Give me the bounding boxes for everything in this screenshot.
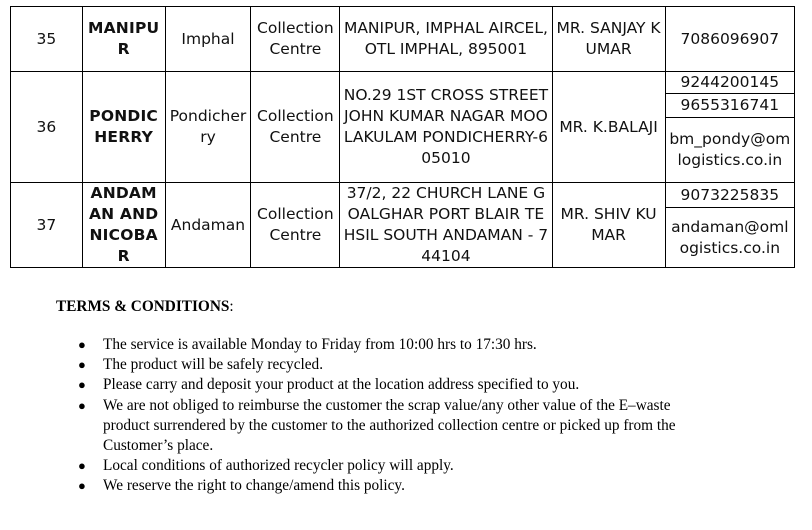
- table-row: [11, 7, 795, 72]
- phone-number: 7086096907: [665, 7, 794, 72]
- email-address: andaman@omlogistics.co.in: [665, 208, 794, 268]
- phone-number: 9244200145: [665, 72, 794, 94]
- serial-number: 35: [11, 7, 83, 72]
- city-name: Andaman: [165, 183, 251, 268]
- state-name: PONDICHERRY: [82, 72, 165, 183]
- city-name: Imphal: [165, 7, 251, 72]
- list-item: [56, 335, 676, 355]
- list-item: [56, 375, 676, 395]
- state-name: MANIPUR: [82, 7, 165, 72]
- centre-type: Collection Centre: [251, 7, 340, 72]
- table-row: [11, 183, 795, 208]
- term-text: We reserve the right to change/amend this policy.: [103, 477, 405, 495]
- list-item: [56, 476, 676, 496]
- city-name: Pondicherry: [165, 72, 251, 183]
- address: MANIPUR, IMPHAL AIRCEL, OTL IMPHAL, 895001: [340, 7, 552, 72]
- state-name: ANDAMAN AND NICOBAR: [82, 183, 165, 268]
- list-item: [56, 456, 676, 476]
- terms-section: [56, 297, 676, 497]
- terms-heading: [56, 297, 676, 317]
- table-row: [11, 72, 795, 94]
- centre-type: Collection Centre: [251, 72, 340, 183]
- collection-centres-table: [10, 6, 795, 268]
- list-item: [56, 355, 676, 375]
- serial-number: 36: [11, 72, 83, 183]
- phone-number: 9655316741: [665, 94, 794, 118]
- bullet-icon: ●: [78, 337, 86, 352]
- phone-number: 9073225835: [665, 183, 794, 208]
- email-address: bm_pondy@omlogistics.co.in: [665, 118, 794, 183]
- term-text: The product will be safely recycled.: [103, 356, 324, 374]
- bullet-icon: ●: [78, 458, 86, 474]
- bullet-icon: ●: [78, 357, 86, 373]
- centre-type: Collection Centre: [251, 183, 340, 268]
- contact-person: MR. SHIV KUMAR: [552, 183, 665, 268]
- terms-title: TERMS & CONDITIONS: [56, 298, 230, 315]
- address: 37/2, 22 CHURCH LANE GOALGHAR PORT BLAIR TEHSIL SOUTH ANDAMAN - 744104: [340, 183, 552, 268]
- bullet-icon: ●: [78, 478, 86, 494]
- bullet-icon: ●: [78, 397, 86, 413]
- term-text: We are not obliged to reimburse the customer the scrap value/any other value of the E–waste product surrendered by the customer to the authorized collection centre or picked up from the Customer’s place.: [103, 396, 676, 455]
- term-text: Please carry and deposit your product at the location address specified to you.: [103, 376, 580, 394]
- term-text: The service is available Monday to Friday from 10:00 hrs to 17:30 hrs.: [103, 336, 537, 353]
- contact-person: MR. K.BALAJI: [552, 72, 665, 183]
- contact-person: MR. SANJAY KUMAR: [552, 7, 665, 72]
- address: NO.29 1ST CROSS STREET JOHN KUMAR NAGAR MOOLAKULAM PONDICHERRY-605010: [340, 72, 552, 183]
- serial-number: 37: [11, 183, 83, 268]
- list-item: [56, 396, 676, 457]
- term-text: Local conditions of authorized recycler policy will apply.: [103, 457, 454, 475]
- terms-list: [56, 335, 676, 497]
- terms-title-colon: :: [229, 298, 234, 315]
- bullet-icon: ●: [78, 377, 86, 393]
